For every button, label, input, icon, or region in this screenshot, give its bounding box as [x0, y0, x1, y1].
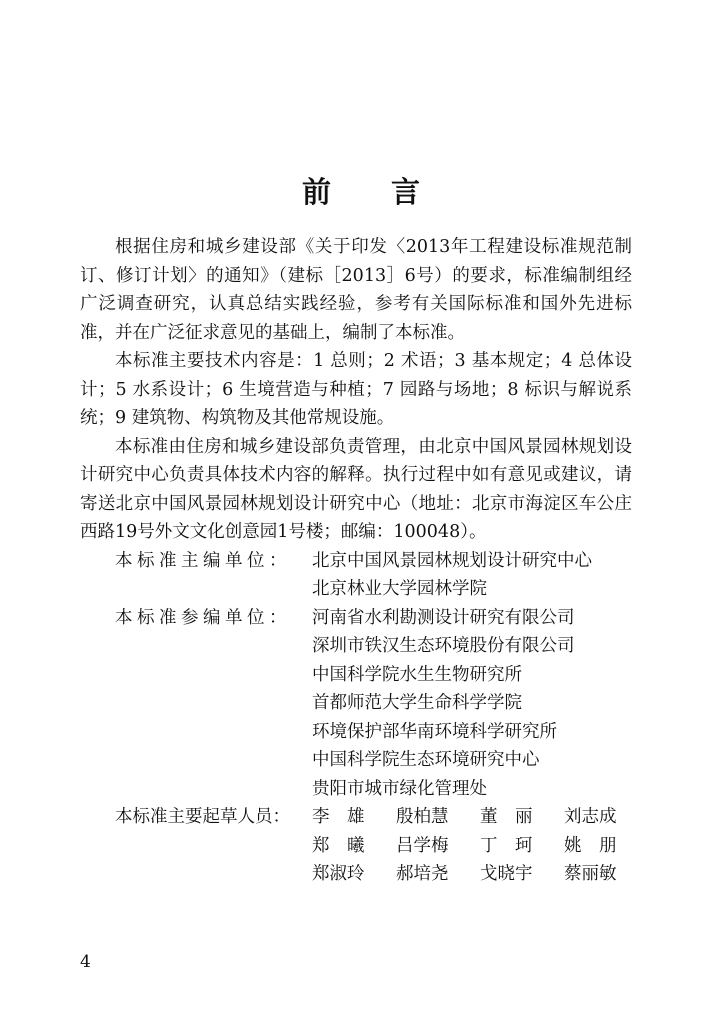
chief-unit: 北京林业大学园林学院	[312, 579, 487, 599]
title-char-2: 言	[391, 175, 423, 209]
participating-unit: 首都师范大学生命科学学院	[312, 693, 522, 713]
drafters-list	[312, 803, 642, 889]
drafter-name: 董 丽	[480, 807, 533, 827]
drafter-name: 吕学梅	[396, 835, 449, 856]
participating-unit: 中国科学院生态环境研究中心	[312, 750, 540, 770]
paragraph-contents: 本标准主要技术内容是：1 总则；2 术语；3 基本规定；4 总体设计；5 水系设计；6 生境营造与种植；7 园路与场地；8 标识与解说系统；9 建筑物、构筑物及其他常规设施。	[80, 351, 632, 428]
drafters-row	[80, 803, 632, 889]
drafter-name: 姚 朋	[564, 835, 617, 856]
drafters-label: 本标准主要起草人员：	[115, 807, 290, 827]
page-number: 4	[80, 952, 91, 972]
drafter-name: 郝培尧	[396, 864, 449, 884]
page-title	[0, 170, 724, 211]
chief-unit: 北京中国风景园林规划设计研究中心	[312, 550, 592, 571]
paragraph-basis: 根据住房和城乡建设部《关于印发〈2013年工程建设标准规范制订、修订计划〉的通知》（建标［2013］6号）的要求，标准编制组经广泛调查研究，认真总结实践经验，参考有关国际标准和国外先进标准，并在广泛征求意见的基础上，编制了本标准。	[80, 237, 632, 343]
participating-units-list	[312, 604, 632, 804]
drafter-name: 郑淑玲	[312, 864, 365, 884]
drafter-name: 刘志成	[564, 807, 617, 827]
participating-unit: 贵阳市城市绿化管理处	[312, 778, 487, 799]
paragraph-management: 本标准由住房和城乡建设部负责管理，由北京中国风景园林规划设计研究中心负责具体技术内容的解释。执行过程中如有意见或建议，请寄送北京中国风景园林规划设计研究中心（地址：北京市海淀区车公庄西路19号外文文化创意园1号楼；邮编：100048）。	[80, 436, 632, 542]
drafter-name: 殷柏慧	[396, 807, 449, 827]
drafter-name: 郑 曦	[312, 835, 365, 856]
drafter-name: 李 雄	[312, 807, 365, 827]
drafter-name: 蔡丽敏	[564, 864, 617, 884]
participating-unit: 河南省水利勘测设计研究有限公司	[312, 607, 575, 628]
participating-units-row	[80, 604, 632, 804]
chief-units-label: 本标准主编单位：	[115, 550, 291, 571]
preface-body	[80, 233, 632, 889]
drafter-name: 戈晓宇	[480, 864, 533, 884]
participating-unit: 环境保护部华南环境科学研究所	[312, 721, 557, 742]
drafter-name: 丁 珂	[480, 835, 533, 856]
participating-units-label: 本标准参编单位：	[115, 607, 291, 628]
title-char-1: 前	[301, 175, 333, 209]
chief-units-row	[80, 547, 632, 604]
unit-lists	[80, 547, 632, 889]
participating-unit: 深圳市铁汉生态环境股份有限公司	[312, 636, 575, 656]
participating-unit: 中国科学院水生生物研究所	[312, 664, 522, 685]
chief-units-list	[312, 547, 632, 604]
